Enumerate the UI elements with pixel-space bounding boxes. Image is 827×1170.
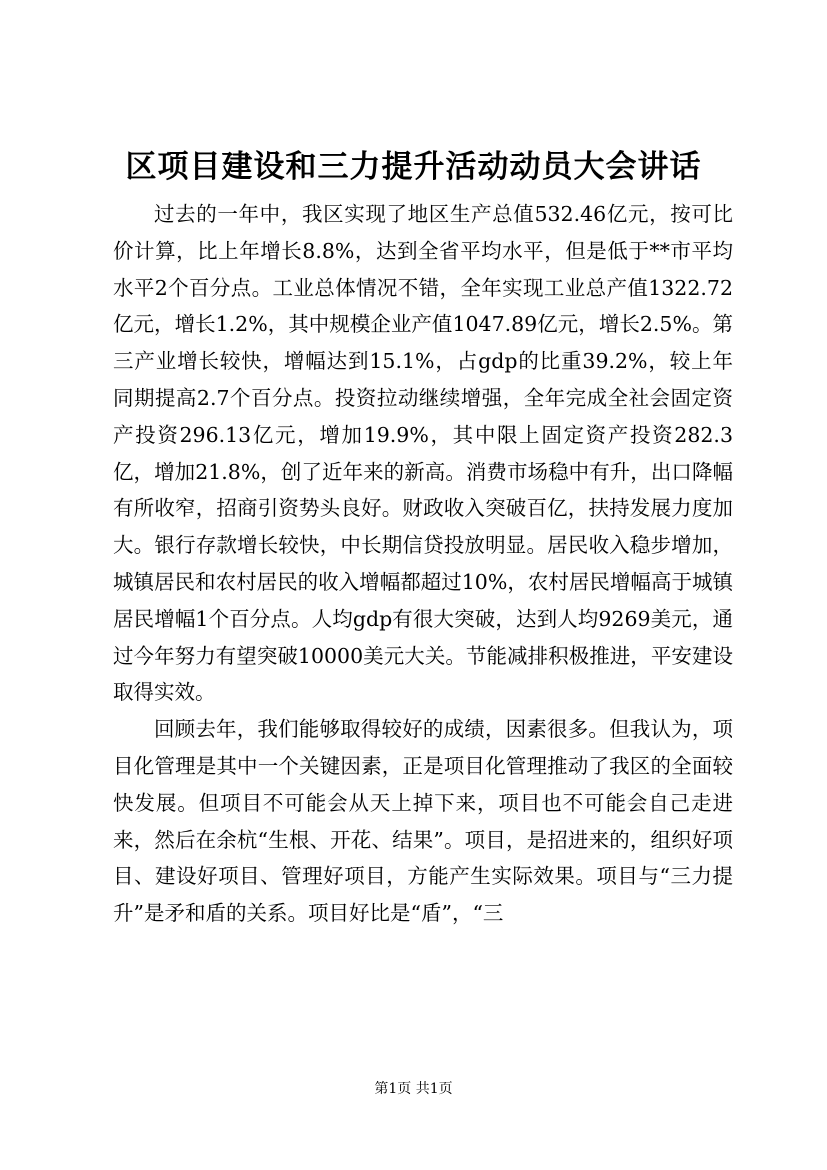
paragraph-1: 过去的一年中，我区实现了地区生产总值532.46亿元，按可比价计算，比上年增长8.8%，达到全省平均水平，但是低于**市平均水平2个百分点。工业总体情况不错，全年实现工业总产值1322.72亿元，增长1.2%，其中规模企业产值1047.89亿元，增长2.5%。第三产业增长较快，增幅达到15.1%，占gdp的比重39.2%，较上年同期提高2.7个百分点。投资拉动继续增强，全年完成全社会固定资产投资296.13亿元，增加19.9%，其中限上固定资产投资282.3亿，增加21.8%，创了近年来的新高。消费市场稳中有升，出口降幅有所收窄，招商引资势头良好。财政收入突破百亿，扶持发展力度加大。银行存款增长较快，中长期信贷投放明显。居民收入稳步增加，城镇居民和农村居民的收入增幅都超过10%，农村居民增幅高于城镇居民增幅1个百分点。人均gdp有很大突破，达到人均9269美元，通过今年努力有望突破10000美元大关。节能减排积极推进，平安建设取得实效。	[113, 202, 733, 705]
document-body	[113, 196, 733, 932]
document-title: 区项目建设和三力提升活动动员大会讲话	[125, 149, 702, 185]
paragraph-2: 回顾去年，我们能够取得较好的成绩，因素很多。但我认为，项目化管理是其中一个关键因素，正是项目化管理推动了我区的全面较快发展。但项目不可能会从天上掉下来，项目也不可能会自己走进来，然后在余杭“生根、开花、结果”。项目，是招进来的，组织好项目、建设好项目、管理好项目，方能产生实际效果。项目与“三力提升”是矛和盾的关系。项目好比是“盾”，“三	[113, 717, 733, 926]
page-footer: 第1页 共1页	[374, 1081, 453, 1097]
